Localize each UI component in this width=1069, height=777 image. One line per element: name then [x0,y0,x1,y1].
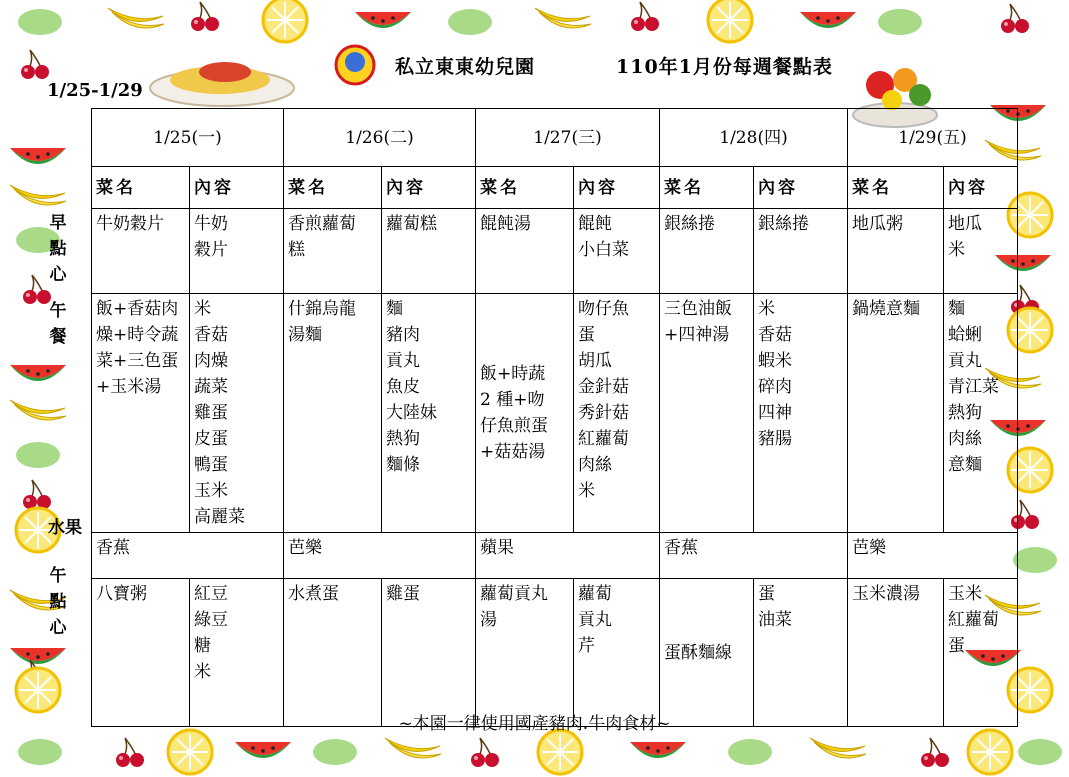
lunch-content: 米 香菇 肉燥 蔬菜 雞蛋 皮蛋 鴨蛋 玉米 高麗菜 [194,299,245,527]
footer-note: ~本園一律使用國產豬肉.牛肉食材~ [398,714,671,734]
afternoon-dish: 蛋酥麵線 [664,642,732,663]
weekly-menu-table [91,108,1018,727]
dish-col-header: 菜名 [660,167,754,209]
lunch-dish: 三色油飯 +四神湯 [664,299,732,345]
lunch-dish: 什錦烏龍 湯麵 [288,299,356,345]
afternoon-content: 玉米 紅蘿蔔 蛋 [948,584,999,656]
school-name: 私立東東幼兒園 [395,56,536,78]
week-date-range: 1/25-1/29 [47,80,143,101]
fruit-item: 香蕉 [96,538,130,558]
lunch-dish: 鍋燒意麵 [852,299,920,319]
lunch-content: 麵 豬肉 貢丸 魚皮 大陸妹 熱狗 麵條 [386,299,437,475]
breakfast-content: 牛奶 穀片 [194,214,228,260]
dish-col-header: 菜名 [284,167,382,209]
fruit-item: 芭樂 [852,538,886,558]
breakfast-dish: 地瓜粥 [852,214,903,234]
lunch-dish: 飯+時蔬 2 種+吻 仔魚煎蛋 +菇菇湯 [480,364,548,462]
lunch-content: 麵 蛤蜊 貢丸 青江菜 熱狗 肉絲 意麵 [948,299,999,475]
dish-col-header: 菜名 [476,167,574,209]
content-col-header: 內容 [944,167,1018,209]
breakfast-row [92,209,1018,294]
day-header: 1/27(三) [476,109,660,167]
fruit-item: 芭樂 [288,538,322,558]
breakfast-dish: 香煎蘿蔔 糕 [288,214,356,260]
breakfast-content: 餛飩 小白菜 [578,214,629,260]
menu-title: 110年1月份每週餐點表 [616,56,833,78]
breakfast-content: 地瓜 米 [948,214,982,260]
dish-col-header: 菜名 [92,167,190,209]
afternoon-dish: 蘿蔔貢丸 湯 [480,584,548,630]
afternoon-dish: 水煮蛋 [288,584,339,604]
fruit-row [92,533,1018,579]
fruit-item: 蘋果 [480,538,514,558]
row-label-fruit: 水果 [48,518,82,538]
lunch-row [92,294,1018,533]
school-logo [336,46,374,84]
row-label-lunch: 午 餐 [49,301,67,347]
breakfast-dish: 牛奶穀片 [96,214,164,234]
content-col-header: 內容 [754,167,848,209]
row-label-breakfast: 早 點 心 [49,213,67,285]
lunch-dish: 飯+香菇肉 燥+時令蔬 菜+三色蛋 +玉米湯 [96,299,179,397]
day-header: 1/26(二) [284,109,476,167]
lunch-content: 吻仔魚 蛋 胡瓜 金針菇 秀針菇 紅蘿蔔 肉絲 米 [578,299,629,501]
afternoon-row [92,579,1018,727]
content-col-header: 內容 [190,167,284,209]
afternoon-content: 雞蛋 [386,584,420,604]
afternoon-content: 蛋 油菜 [758,584,792,630]
fruit-item: 香蕉 [664,538,698,558]
day-header: 1/29(五) [848,109,1018,167]
breakfast-dish: 餛飩湯 [480,214,531,234]
row-label-afternoon: 午 點 心 [49,566,67,638]
breakfast-content: 銀絲捲 [758,214,809,234]
lunch-content: 米 香菇 蝦米 碎肉 四神 豬腸 [758,299,792,449]
content-col-header: 內容 [574,167,660,209]
afternoon-content: 蘿蔔 貢丸 芹 [578,584,612,656]
breakfast-content: 蘿蔔糕 [386,214,437,234]
content-col-header: 內容 [382,167,476,209]
day-header: 1/28(四) [660,109,848,167]
breakfast-dish: 銀絲捲 [664,214,715,234]
afternoon-dish: 玉米濃湯 [852,584,920,604]
afternoon-content: 紅豆 綠豆 糖 米 [194,584,228,682]
afternoon-dish: 八寶粥 [96,584,147,604]
dish-col-header: 菜名 [848,167,944,209]
day-header: 1/25(一) [92,109,284,167]
